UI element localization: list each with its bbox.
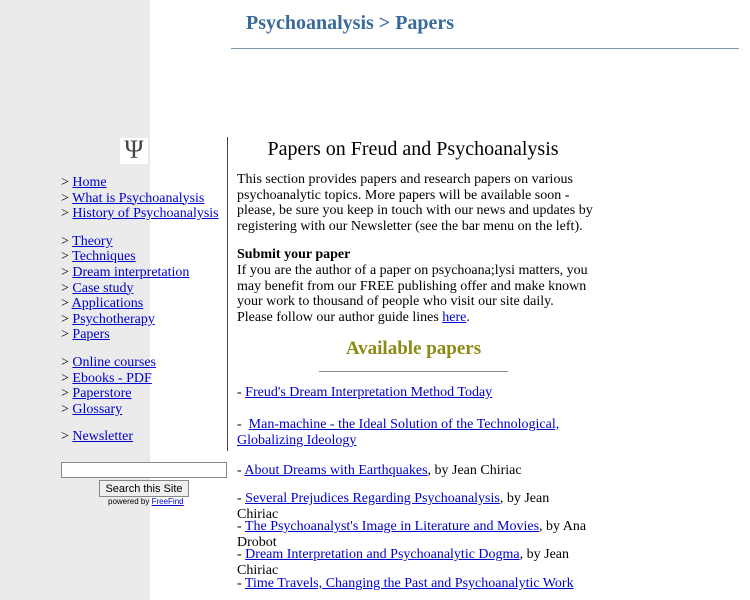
nav-group [61,355,219,417]
nav-item-ebooks-pdf [61,371,219,387]
nav-arrow: > [61,327,69,343]
nav-link[interactable]: Ebooks - PDF [72,370,152,386]
nav-link[interactable]: Papers [72,327,110,343]
psi-logo-icon[interactable]: Ψ [120,138,148,164]
nav-item-techniques [61,249,219,265]
paper-link[interactable]: Freud's Dream Interpretation Method Today [245,385,493,400]
nav-item-online-courses [61,355,219,371]
nav-group [61,429,219,445]
nav-link[interactable]: Dream interpretation [72,264,190,280]
paper-link[interactable]: Time Travels, Changing the Past and Psychoanalytic Work [244,576,574,591]
paper-link[interactable]: Dream Interpretation and Psychoanalytic Dogma [245,547,520,562]
nav-arrow: > [61,386,69,402]
nav-arrow: > [61,311,69,327]
nav-item-psychotherapy [61,312,219,328]
available-papers-heading: Available papers [345,338,482,359]
paper-item [237,385,593,401]
submit-text: If you are the author of a paper on psychoana;lysi matters, you may benefit from our FREE publishing offer and make known your work to thousand of people who visit our site daily. Please follow our author guide lines [237,263,588,326]
nav-arrow: > [61,190,69,206]
nav-arrow: > [61,175,69,190]
sidebar-divider [227,137,228,451]
intro-paragraph: This section provides papers and research papers on various psychoanalytic topics. More papers will be available soon - please, be sure you keep in touch with our news and updates by registering with our Newsletter (see the bar menu on the left). [237,172,593,235]
paper-author: , by Jean Chiriac [237,547,570,578]
nav-link[interactable]: Home [72,175,107,190]
nav-link[interactable]: Paperstore [72,386,132,402]
nav-item-glossary [61,402,219,418]
freefind-link[interactable]: FreeFind [151,497,184,506]
nav-item-newsletter [61,429,219,445]
paper-item [237,547,593,579]
powered-by-label: powered by [108,497,150,506]
page-title: Papers on Freud and Psychoanalysis [267,138,559,160]
paper-author: , by Jean Chiriac [427,463,522,478]
paper-link[interactable]: Man-machine - the Ideal Solution of the Technological, Globalizing Ideology [237,417,560,448]
paper-prefix: - [237,491,246,506]
page-header-title: Psychoanalysis > Papers [246,12,455,34]
nav-group [61,175,219,222]
nav-link[interactable]: Applications [71,296,144,312]
nav-arrow: > [61,206,69,222]
paper-prefix: - [237,385,246,400]
nav-item-what-is-psychoanalysis [61,191,219,207]
nav-arrow: > [61,280,69,296]
submit-paragraph [237,263,593,326]
paper-link[interactable]: About Dreams with Earthquakes [244,463,428,478]
nav-item-history-of-psychoanalysis [61,206,219,222]
nav-arrow: > [61,354,69,370]
paper-author: , by Ana Drobot [237,519,587,550]
nav-link[interactable]: History of Psychoanalysis [72,206,219,222]
nav-arrow: > [61,370,69,386]
paper-link[interactable]: The Psychoanalyst's Image in Literature and Movies [244,519,540,534]
nav-link[interactable]: Glossary [72,401,123,417]
paper-prefix: - [237,576,245,591]
nav-item-home [61,175,219,191]
nav-item-papers [61,327,219,343]
nav-item-paperstore [61,386,219,402]
nav-link[interactable]: What is Psychoanalysis [72,190,205,206]
nav-link[interactable]: Online courses [72,354,156,370]
submit-period: . [466,310,470,326]
paper-item [237,576,593,592]
nav-arrow: > [61,264,69,280]
nav-arrow: > [61,429,69,445]
nav-link[interactable]: Psychotherapy [72,311,155,327]
powered-by [108,497,184,506]
nav-arrow: > [61,233,69,249]
nav-item-theory [61,234,219,250]
nav-item-case-study [61,281,219,297]
nav-link[interactable]: Case study [72,280,134,296]
nav-link[interactable]: Newsletter [72,429,134,445]
paper-author: , by Jean Chiriac [237,491,550,522]
nav-item-applications [61,296,219,312]
nav-link[interactable]: Techniques [72,249,136,265]
paper-prefix: - [237,417,249,432]
paper-link[interactable]: Several Prejudices Regarding Psychoanalysis [245,491,500,506]
available-papers-divider [319,371,508,372]
header-divider [231,48,739,49]
paper-prefix: - [237,547,246,562]
search-input[interactable] [61,462,227,478]
nav-item-dream-interpretation [61,265,219,281]
submit-heading: Submit your paper [237,247,351,262]
nav-arrow: > [61,249,69,265]
author-guide-link[interactable]: here [442,310,467,326]
nav-group [61,234,219,343]
nav-arrow: > [61,401,69,417]
search-button[interactable]: Search this Site [99,480,189,497]
nav-link[interactable]: Theory [72,233,113,249]
sidebar-nav [61,175,219,457]
paper-item [237,417,593,449]
nav-arrow: > [61,296,69,312]
paper-item [237,463,593,479]
paper-prefix: - [237,463,245,478]
paper-prefix: - [237,519,245,534]
